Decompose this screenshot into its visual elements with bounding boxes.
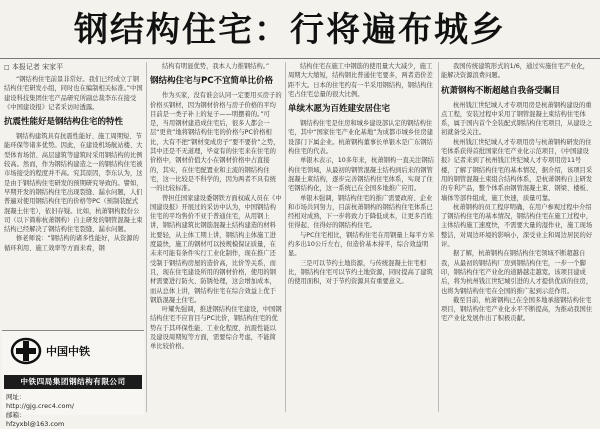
col4-paragraph: 我国传统建筑形式的1/6，通过实施住宅产业化，能解决资源浪费问题。 — [441, 63, 590, 80]
section-title-price: 钢结构住宅与PC不宜简单比价格 — [150, 76, 273, 87]
advertisement — [2, 330, 144, 428]
ad-website-link[interactable]: http://gjg.crec4.com/ — [6, 402, 74, 410]
column-4 — [441, 62, 593, 414]
col2-paragraph: 曾担任国家建设委钢铁方面权威人员在《中国建设报》开展过的采访中认为，中国钢结构住宅的平均售价不亚于普通住宅，从用钢上讲，钢结构建筑比钢筋混凝土结构建造的材料比要轻，从主体工期上讲，钢结构主体施工进度最快，施工的钢材可以按规模保证质量，在未来可能有条件实行工业化制作，现在推广还受制于钢结构房屋的造价高，比价等关系，而且，现在住宅建设所用的钢材价格，使用的钢材需要进行防火、防锈处理，这会增加成本，而从总体上讲，钢结构住宅在综合效益上优于钢筋混凝土住宅。 — [150, 194, 282, 304]
column-divider — [146, 62, 147, 412]
column-divider — [438, 62, 439, 412]
col4-paragraph: 据了解，杭萧钢构在钢结构住宅领域不断超越自我，从最初的钢结构厂房到钢结构住宅，一步一个脚印，钢结构住宅产业化的道路越走越宽。该项目建成后，将为杭州钱江世纪城引进的人才提供优质的住房，也将为钢结构住宅在全国的推广起到示范作用。 — [441, 250, 593, 295]
section-title-hangxiao: 杭萧钢构不断超越自我备受瞩目 — [441, 85, 561, 96]
column-3 — [288, 62, 435, 414]
byline-text: 本报记者 宋家平 — [11, 63, 64, 71]
ad-banner: 中铁四局集团钢结构有限公司 — [4, 375, 142, 389]
section-title-seismic: 抗震性能好是钢结构住宅的特性 — [4, 117, 124, 128]
col1-paragraph: 修老师说：“钢结构的诸多性能好，从资源的循环利用、施工效率等方面来看，钢 — [4, 235, 139, 252]
ad-company-name: 中国中铁 — [46, 345, 90, 358]
col3-paragraph: 单银木强调，钢结构住宅的推广需要政府、企业和市场共同努力，目前杭萧钢构的钢结构住宅体系已经相对成熟，下一步将致力于降低成本，让更多百姓住得起、住得好的钢结构住宅。 — [288, 194, 433, 230]
col1-paragraph: 钢结构建筑具有抗震性能好、施工周期短、节能环保等诸多优势。因此，在建设机场航站楼、大型体育场馆、高层建筑等建筑时采用钢结构的比例较高。然而，作为钢结构建造之一的钢结构住宅被市场接受的程度并不高。究其原因，李东认为，这是由于钢结构住宅研发的预期研究导致的。譬如，早期开发的钢结构住宅出现裂缝、漏水问题，人们普遍对使用钢结构住宅的价格等PC（预制装配式混凝土住宅），依旧存疑。比如，杭萧钢构股份公司（以下简称杭萧钢构）自主研发的钢管混凝土束结构已经解决了钢结构住宅裂缝、漏水问题。 — [4, 133, 143, 234]
ad-contact-info — [6, 393, 74, 429]
headline: 钢结构住宅：行将遍布城乡 — [74, 10, 506, 50]
square-bullet-icon: □ — [4, 64, 10, 71]
col2-paragraph: 叶耀先强调，推进钢结构住宅建设，中国钢结构住宅不应盲目与PC比价，钢结构住宅的优势在于其环保性能、工业化程度、抗震性能以及建设周期短等方面，需要综合考虑，不能简单比较价格。 — [150, 306, 282, 351]
col4-paragraph: 杭州钱江世纪城人才专项用房与杭萧钢构研发的住宅体系获得首批国家住宅产业化示范项目，《中国建设报》记者来到了杭州钱江世纪城人才专项用房11号楼，了解了钢结构住宅的基本情况，据介绍，该项目采用的钢管混凝土束组合结构体系，是杭萧钢构自主研发的专利产品，整个体系由钢管混凝土束、钢梁、楼板、墙体等部件组成，施工快速，质量可靠。 — [441, 138, 593, 202]
headline-divider — [0, 58, 600, 59]
col1-paragraph: “钢结构住宅前景非常好。我们已经成立了钢结构住宅研发小组，同时也在编制相关标准。”中国建设科技集团住宅产品研究所副总裁李东在接受《中国建设报》记者采访时透露。 — [4, 76, 143, 111]
crec-logo-icon — [10, 337, 42, 365]
col4-paragraph: 杭州钱江世纪城人才专项用房是杭萧钢构建设的重点工程，安装过程中采用了钢管混凝土束结构住宅体系，属于国内首个全装配式钢结构住宅项目，从建设之初就备受关注。 — [441, 101, 593, 137]
ad-email-row: 邮箱： hfzyxbl@163.com — [6, 411, 74, 429]
col2-paragraph: 作为买家，没有谁会认同一定要用买房子的价格买钢材，因为钢材价格与房子价格的平均目前是一类子补上的复子——明摆着的。”可是，当用钢材建造成住宅后，很多人都会一层“更贵”地将钢结构住宅的价格与PC价格相比，大有不把“钢材变成房子”要不要价”之势，其中还是不无道理，毕竟有的住宅来在住宅的价格中，钢材价值大小在钢材价格中占直接的，其实，在住宅配置业和主流的钢结构住宅，这一比较是不科学的，因为两者不具有统一的比较标准。 — [150, 92, 282, 193]
section-title-housing: 单续木愿为百姓建安居住宅 — [288, 104, 391, 115]
col3-paragraph: 单银木表示，10多年来，杭萧钢构一直关注钢结构住宅领域，从最初的钢管混凝土结构到后来的钢管混凝土束结构，逐步完善钢结构住宅体系，实现了住宅钢结构化，这一系统已在全国多地推广应用。 — [288, 157, 434, 193]
ad-email-link[interactable]: hfzyxbl@163.com — [6, 420, 65, 428]
col2-paragraph: 结构有明显优势，我本人力推钢结构。” — [162, 63, 270, 70]
col4-paragraph: 截至目前，杭萧钢构已在全国多地承接钢结构住宅项目，钢结构住宅产业化水平不断提高，为推动我国住宅产业化发展作出了积极贡献。 — [441, 296, 593, 323]
col3-paragraph: 三是可以节约土地资源，与传统混凝土住宅相比，钢结构住宅可以节约土地资源，同时提高了建筑的使用面积，对于节约资源具有重要意义。 — [288, 259, 433, 286]
ad-website-row: 网址： http://gjg.crec4.com/ — [6, 393, 74, 410]
column-divider — [285, 62, 286, 412]
col3-paragraph: 与PC住宅相比，钢结构住宅在用钢量上每平方米约多出10公斤左右，但造价基本持平，综合效益明显。 — [288, 231, 435, 258]
col4-paragraph: 杭萧钢构的员工程序明确，在用户参观过程中介绍了钢结构住宅的基本情况，钢结构住宅在施工过程中，主体结构施工速度快，不需要大量的湿作业，施工现场整洁，对周边环境的影响小，深受业主和周边居民的好评。 — [441, 203, 593, 249]
byline — [4, 62, 144, 73]
col3-paragraph: 钢结构住宅是住房和城乡建设部认定的钢结构住宅，其中“国家住宅产业化基地”为成都市城乡住房建设部门下属企业。杭萧钢构董事长单银木是广东钢结构住宅的代表。 — [288, 120, 434, 156]
col3-paragraph: 结构住宅在施工中钢筋的使用量大大减少，施工周期大大缩短，结构钢比普通住宅要多，两者造价差距不大。日本的住宅约有一半采用钢结构，钢结构住宅占住宅总量的很大比例。 — [288, 63, 433, 98]
column-2 — [150, 62, 282, 414]
